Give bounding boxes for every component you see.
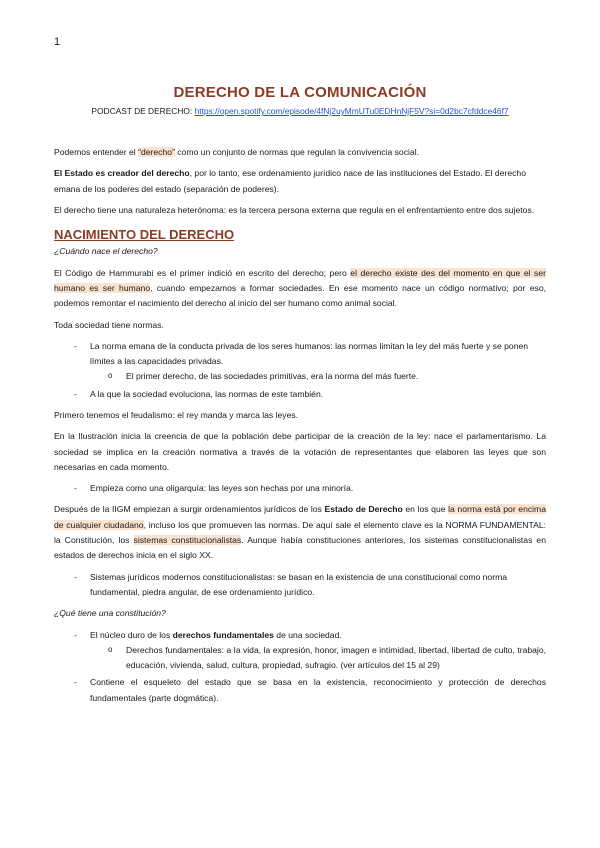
document-body (54, 84, 546, 712)
list-item-text: Sistemas jurídicos modernos constitucionalistas: se basan en la existencia de una constitucional como norma fundamental, piedra angular, de ese ordenamiento jurídico. (90, 571, 508, 597)
page-number: 1 (54, 36, 61, 48)
intro-paragraph-2 (54, 166, 546, 197)
highlight-sistemas: sistemas constitucionalistas (133, 535, 242, 546)
list-normas (54, 339, 546, 402)
intro-paragraph-1 (54, 145, 546, 160)
circle-marker: o (108, 644, 113, 654)
paragraph-toda-sociedad: Toda sociedad tiene normas. (54, 319, 164, 330)
dash-marker: - (74, 340, 77, 351)
iigm-text-c: , incluso los que promueven las normas. De aquí sale el elemento clave es la NORMA FUNDAMENTAL: la Constitución, los (54, 519, 546, 546)
bold-estado-derecho: Estado de Derecho (324, 504, 403, 515)
podcast-line (54, 104, 546, 119)
hammurabi-text-b: , cuando empezamos a formar sociedades. En ese momento nace un código normativo; por eso, podemos remontar el nacimiento del derecho al inicio del ser humano como animal social. (54, 282, 547, 309)
dash-marker: - (74, 388, 77, 399)
list-item-text: La norma emana de la conducta privada de los seres humanos: las normas limitan la ley del más fuerte y se ponen límites a las capacidades privadas. (90, 340, 529, 367)
sub-list (90, 369, 546, 384)
dash-marker: - (74, 483, 77, 494)
list-sistemas (54, 570, 546, 601)
intro-p2-text: , por lo tanto, ese ordenamiento jurídico nace de las instituciones del Estado. El derecho emana de los poderes del estado (separación de poderes). (54, 168, 526, 194)
sub-list-item-text: Derechos fundamentales: a la vida, la expresión, honor, imagen e intimidad, libertad, libertad de culto, trabajo, educación, vivienda, salud, cultura, propiedad, sufragio. (ver artículos del 15 al 29) (126, 644, 546, 671)
paragraph-hammurabi (54, 266, 546, 312)
iigm-text-b: en los que (402, 504, 449, 515)
list-item (54, 570, 546, 601)
sub-list (90, 643, 546, 674)
list-constitucion (54, 628, 546, 706)
highlight-ser-humano: el derecho existe des del momento en que el ser humano es ser humano (54, 267, 546, 293)
dash-marker: - (74, 571, 77, 582)
list-item-text: Contiene el esqueleto del estado que se basa en la existencia, reconocimiento y protección de derechos fundamentales (parte dogmática). (90, 677, 546, 703)
list-item (54, 339, 546, 385)
list-item-text: A la que la sociedad evoluciona, las normas de este también. (90, 388, 324, 399)
paragraph-feudalismo: Primero tenemos el feudalismo: el rey manda y marca las leyes. (54, 410, 299, 420)
highlight-norma-encima: la norma está por encima de cualquier ciudadano (54, 504, 546, 530)
dash-marker: - (74, 629, 77, 640)
sub-list-item-text: El primer derecho, de las sociedades primitivas, era la norma del más fuerte. (126, 371, 419, 382)
list-oligarquia (54, 481, 546, 496)
intro-p1-text-a: Podemos entender el (54, 146, 139, 157)
document-title: DERECHO DE LA COMUNICACIÓN (173, 84, 427, 101)
list-item (54, 628, 546, 674)
podcast-label: PODCAST DE DERECHO: (91, 106, 195, 116)
intro-p1-text-b: como un conjunto de normas que regulan la convivencia social. (174, 146, 419, 157)
paragraph-ilustracion: En la Ilustración inicia la creencia de que la población debe participar de la creación de la ley: nace el parlamentarismo. La sociedad se implica en la creación normativa a través de la votación de representantes que elaboren las leyes que son necesarias en cada momento. (54, 431, 546, 472)
list-item (54, 675, 546, 706)
podcast-link[interactable]: https://open.spotify.com/episode/4fNj2uyMmUTu0EDHnNjF5V?si=0d2bc7cfddce46f7 (194, 106, 509, 116)
highlight-derecho: “derecho” (138, 146, 175, 157)
question-constitucion: ¿Qué tiene una constitución? (54, 608, 166, 619)
bold-derechos-fundamentales: derechos fundamentales (172, 629, 274, 640)
list-item (54, 481, 546, 496)
iigm-text-d: . Aunque había constituciones anteriores, los sistemas constitucionalistas en estados de derechos inicia en el siglo XX. (54, 535, 546, 561)
dash-marker: - (74, 677, 77, 688)
hammurabi-text-a: El Código de Hammurabi es el primer indició en escrito del derecho; pero (54, 267, 351, 278)
bold-estado-creador: El Estado es creador del derecho (54, 168, 190, 179)
list-item (54, 387, 546, 402)
iigm-text-a: Después de la IIGM empiezan a surgir ordenamientos jurídicos de los (54, 504, 325, 515)
paragraph-iigm (54, 502, 546, 563)
list-item-text-b: de una sociedad. (273, 629, 342, 640)
circle-marker: o (108, 371, 113, 381)
intro-paragraph-3: El derecho tiene una naturaleza heterónoma: es la tercera persona externa que regula en el enfrentamiento entre dos sujetos. (54, 204, 535, 215)
sub-list-item (90, 643, 546, 674)
list-item-text: Empieza como una oligarquía: las leyes son hechas por una minoría. (90, 483, 354, 494)
list-item-text-a: El núcleo duro de los (90, 629, 173, 640)
section-title: NACIMIENTO DEL DERECHO (54, 227, 235, 243)
sub-list-item (90, 369, 546, 384)
question-cuando-nace: ¿Cuándo nace el derecho? (54, 246, 158, 257)
